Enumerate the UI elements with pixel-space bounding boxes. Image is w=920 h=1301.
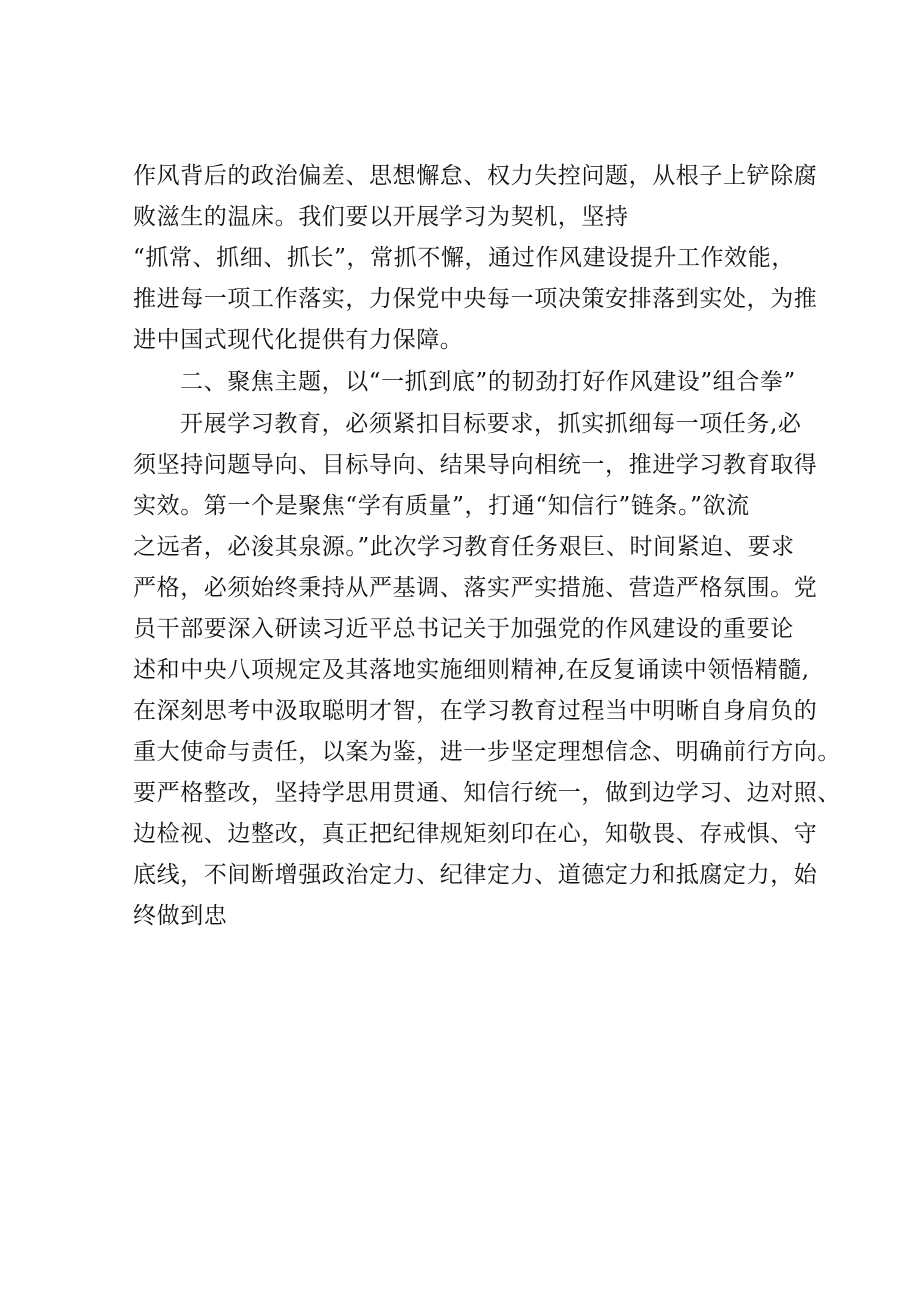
text-line: 在深刻思考中汲取聪明才智，在学习教育过程当中明晰自身肩负的 (133, 698, 818, 724)
text-line: 边检视、边整改，真正把纪律规矩刻印在心，知敬畏、存戒惧、守 (133, 821, 818, 847)
text-line: 作风背后的政治偏差、思想懈怠、权力失控问题，从根子上铲除腐 (133, 163, 818, 189)
text-line: “抓常、抓细、抓长”，常抓不懈，通过作风建设提升工作效能， (133, 245, 795, 271)
text-line: 终做到忠 (133, 903, 228, 929)
text-line: 严格，必须始终秉持从严基调、落实严实措施、营造严格氛围。党 (133, 575, 818, 601)
document-body (133, 156, 841, 937)
text-line: 进中国式现代化提供有力保障。 (133, 327, 464, 353)
text-line: 要严格整改，坚持学思用贯通、知信行统一，做到边学习、边对照、 (133, 780, 841, 806)
text-line: 之远者，必浚其泉源。”此次学习教育任务艰巨、时间紧迫、要求 (133, 534, 795, 560)
text-line: 推进每一项工作落实，力保党中央每一项决策安排落到实处，为推 (133, 286, 818, 312)
text-line: 实效。第一个是聚焦“学有质量”，打通“知信行”链条。”欲流 (133, 493, 750, 519)
text-line: 员干部要深入研读习近平总书记关于加强党的作风建设的重要论 (133, 616, 794, 642)
section-heading-text: 二、聚焦主题，以“一抓到底”的韧劲打好作风建设”组合拳” (180, 369, 796, 395)
paragraph-body (133, 404, 841, 937)
text-line: 开展学习教育，必须紧扣目标要求，抓实抓细每一项任务,必 (180, 411, 802, 437)
section-heading (133, 362, 803, 403)
text-line: 败滋生的温床。我们要以开展学习为契机，坚持 (133, 204, 629, 230)
text-line: 述和中央八项规定及其落地实施细则精神,在反复诵读中领悟精髓, (133, 657, 810, 683)
text-line: 重大使命与责任，以案为鉴，进一步坚定理想信念、明确前行方向。 (133, 739, 841, 765)
text-line: 须坚持问题导向、目标导向、结果导向相统一，推进学习教育取得 (133, 452, 818, 478)
paragraph-continuation (133, 156, 818, 361)
text-line: 底线，不间断增强政治定力、纪律定力、道德定力和抵腐定力，始 (133, 862, 818, 888)
